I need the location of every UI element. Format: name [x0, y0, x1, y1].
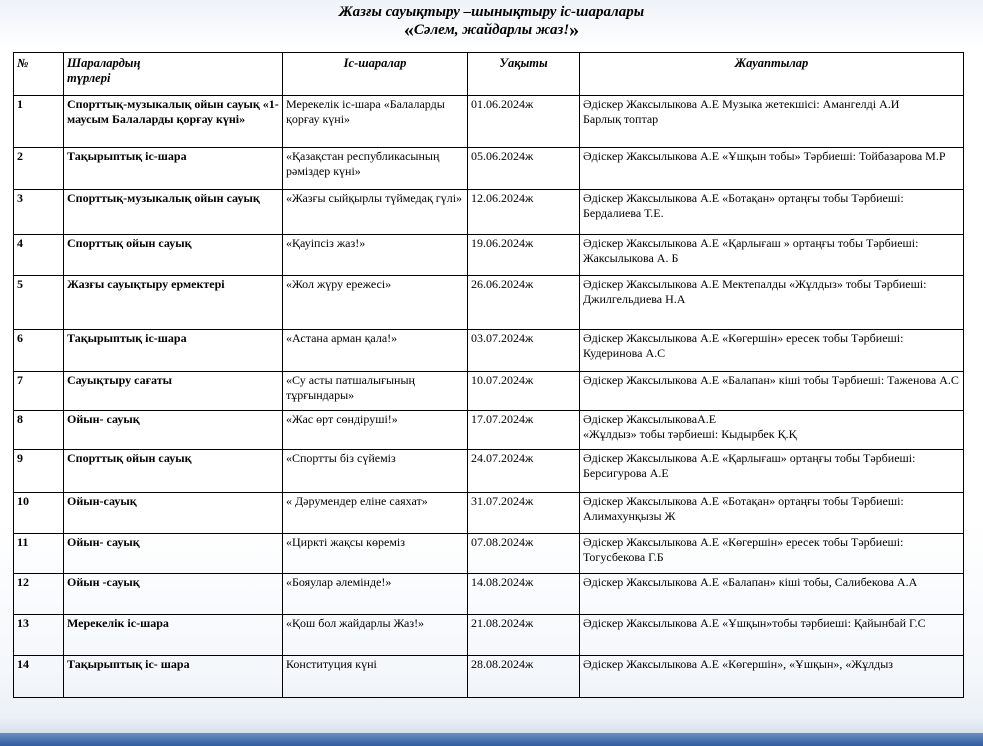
table-row: [14, 330, 964, 372]
row-number: 12: [14, 574, 64, 615]
row-event-name: «Циркті жақсы көреміз: [283, 534, 468, 574]
header-responsible: Жауаптылар: [580, 53, 964, 96]
row-responsible: Әдіскер Жаксылыкова А.Е «Балапан» кіші тобы, Салибекова А.А: [580, 574, 964, 615]
table-row: [14, 235, 964, 276]
row-number: 10: [14, 493, 64, 534]
row-number: 4: [14, 235, 64, 276]
row-event-type: Спорттық ойын сауық: [64, 235, 283, 276]
row-number: 11: [14, 534, 64, 574]
row-number: 5: [14, 276, 64, 330]
row-event-name: «Бояулар әлемінде!»: [283, 574, 468, 615]
row-number: 8: [14, 411, 64, 450]
row-date: 24.07.2024ж: [468, 450, 580, 493]
row-responsible: Әдіскер ЖаксылыковаА.Е «Жұлдыз» тобы тәрбиеші: Кыдырбек Қ.Қ: [580, 411, 964, 450]
table-row: [14, 276, 964, 330]
row-number: 7: [14, 372, 64, 411]
row-date: 14.08.2024ж: [468, 574, 580, 615]
bottom-bar: [0, 733, 983, 746]
row-responsible: Әдіскер Жаксылыкова А.Е «Балапан» кіші тобы Тәрбиеші: Таженова А.С: [580, 372, 964, 411]
subtitle-close-quote: »: [569, 19, 580, 41]
row-number: 1: [14, 96, 64, 148]
row-responsible: Әдіскер Жаксылыкова А.Е «Қарлығаш» ортаңғы тобы Тәрбиеші: Берсигурова А.Е: [580, 450, 964, 493]
row-date: 19.06.2024ж: [468, 235, 580, 276]
table-row: [14, 450, 964, 493]
row-event-name: «Жас өрт сөндіруші!»: [283, 411, 468, 450]
table-header-row: [14, 53, 964, 96]
row-date: 17.07.2024ж: [468, 411, 580, 450]
row-responsible: Әдіскер Жаксылыкова А.Е «Ұшқын тобы» Тәрбиеші: Тойбазарова М.Р: [580, 148, 964, 190]
table-row: [14, 148, 964, 190]
row-number: 2: [14, 148, 64, 190]
document-subtitle: [0, 20, 983, 40]
row-event-type: Тақырыптық іс- шара: [64, 656, 283, 698]
row-event-name: «Спортты біз сүйеміз: [283, 450, 468, 493]
row-event-type: Спорттық ойын сауық: [64, 450, 283, 493]
row-number: 14: [14, 656, 64, 698]
row-responsible: Әдіскер Жаксылыкова А.Е «Көгершін» ересек тобы Тәрбиеші: Тогусбекова Г.Б: [580, 534, 964, 574]
row-responsible: Әдіскер Жаксылыкова А.Е «Ботақан» ортаңғы тобы Тәрбиеші: Бердалиева Т.Е.: [580, 190, 964, 235]
row-event-type: Спорттық-музыкалық ойын сауық: [64, 190, 283, 235]
row-number: 13: [14, 615, 64, 656]
row-event-type: Спорттық-музыкалық ойын сауық «1-маусым Балаларды қорғау күні»: [64, 96, 283, 148]
header-date: Уақыты: [468, 53, 580, 96]
row-event-type: Сауықтыру сағаты: [64, 372, 283, 411]
header-number: №: [14, 53, 64, 96]
row-event-name: «Астана арман қала!»: [283, 330, 468, 372]
row-responsible: Әдіскер Жаксылыкова А.Е «Ботақан» ортаңғы тобы Тәрбиеші: Алимахунқызы Ж: [580, 493, 964, 534]
row-responsible: Әдіскер Жаксылыкова А.Е «Көгершін» ересек тобы Тәрбиеші: Кудеринова А.С: [580, 330, 964, 372]
row-event-name: « Дәрумендер еліне саяхат»: [283, 493, 468, 534]
table-row: [14, 656, 964, 698]
row-event-name: «Жол жүру ережесі»: [283, 276, 468, 330]
row-responsible: Әдіскер Жаксылыкова А.Е Музыка жетекшісі: Амангелді А.И Барлық топтар: [580, 96, 964, 148]
row-responsible: Әдіскер Жаксылыкова А.Е «Көгершін», «Ұшқын», «Жұлдыз: [580, 656, 964, 698]
row-event-type: Тақырыптық іс-шара: [64, 148, 283, 190]
row-event-name: «Қош бол жайдарлы Жаз!»: [283, 615, 468, 656]
table-row: [14, 493, 964, 534]
row-date: 12.06.2024ж: [468, 190, 580, 235]
row-event-name: «Қауіпсіз жаз!»: [283, 235, 468, 276]
row-date: 03.07.2024ж: [468, 330, 580, 372]
table-row: [14, 96, 964, 148]
row-date: 31.07.2024ж: [468, 493, 580, 534]
row-date: 26.06.2024ж: [468, 276, 580, 330]
row-event-type: Тақырыптық іс-шара: [64, 330, 283, 372]
row-date: 21.08.2024ж: [468, 615, 580, 656]
row-event-name: «Су асты патшалығының тұрғындары»: [283, 372, 468, 411]
row-responsible: Әдіскер Жаксылыкова А.Е Мектепалды «Жұлдыз» тобы Тәрбиеші: Джилгельдиева Н.А: [580, 276, 964, 330]
row-event-name: Мерекелік іс-шара «Балаларды қорғау күні»: [283, 96, 468, 148]
row-event-type: Жазғы сауықтыру ермектері: [64, 276, 283, 330]
document-title: Жазғы сауықтыру –шынықтыру іс-шаралары: [338, 4, 645, 20]
table-row: [14, 190, 964, 235]
header-event: Іс-шаралар: [283, 53, 468, 96]
row-number: 9: [14, 450, 64, 493]
row-event-type: Мерекелік іс-шара: [64, 615, 283, 656]
row-event-type: Ойын-сауық: [64, 493, 283, 534]
row-event-name: «Жазғы сыйқырлы түймедақ гүлі»: [283, 190, 468, 235]
row-event-name: Конституция күні: [283, 656, 468, 698]
row-responsible: Әдіскер Жаксылыкова А.Е «Қарлығаш » ортаңғы тобы Тәрбиеші: Жаксылыкова А. Б: [580, 235, 964, 276]
subtitle-text: Сәлем, жайдарлы жаз!: [413, 22, 570, 38]
row-event-type: Ойын -сауық: [64, 574, 283, 615]
row-date: 07.08.2024ж: [468, 534, 580, 574]
table-row: [14, 411, 964, 450]
header-type: Шаралардың түрлері: [64, 53, 283, 96]
row-event-type: Ойын- сауық: [64, 411, 283, 450]
table-row: [14, 574, 964, 615]
row-date: 05.06.2024ж: [468, 148, 580, 190]
schedule-table: [13, 52, 964, 698]
subtitle-open-quote: «: [403, 19, 414, 41]
row-event-name: «Қазақстан республикасының рәміздер күні»: [283, 148, 468, 190]
row-date: 01.06.2024ж: [468, 96, 580, 148]
row-date: 10.07.2024ж: [468, 372, 580, 411]
row-responsible: Әдіскер Жаксылыкова А.Е «Ұшқын»тобы тәрбиеші: Қайынбай Г.С: [580, 615, 964, 656]
bottom-shadow: [0, 718, 983, 733]
table-row: [14, 615, 964, 656]
row-event-type: Ойын- сауық: [64, 534, 283, 574]
row-number: 3: [14, 190, 64, 235]
row-date: 28.08.2024ж: [468, 656, 580, 698]
table-row: [14, 534, 964, 574]
table-row: [14, 372, 964, 411]
row-number: 6: [14, 330, 64, 372]
